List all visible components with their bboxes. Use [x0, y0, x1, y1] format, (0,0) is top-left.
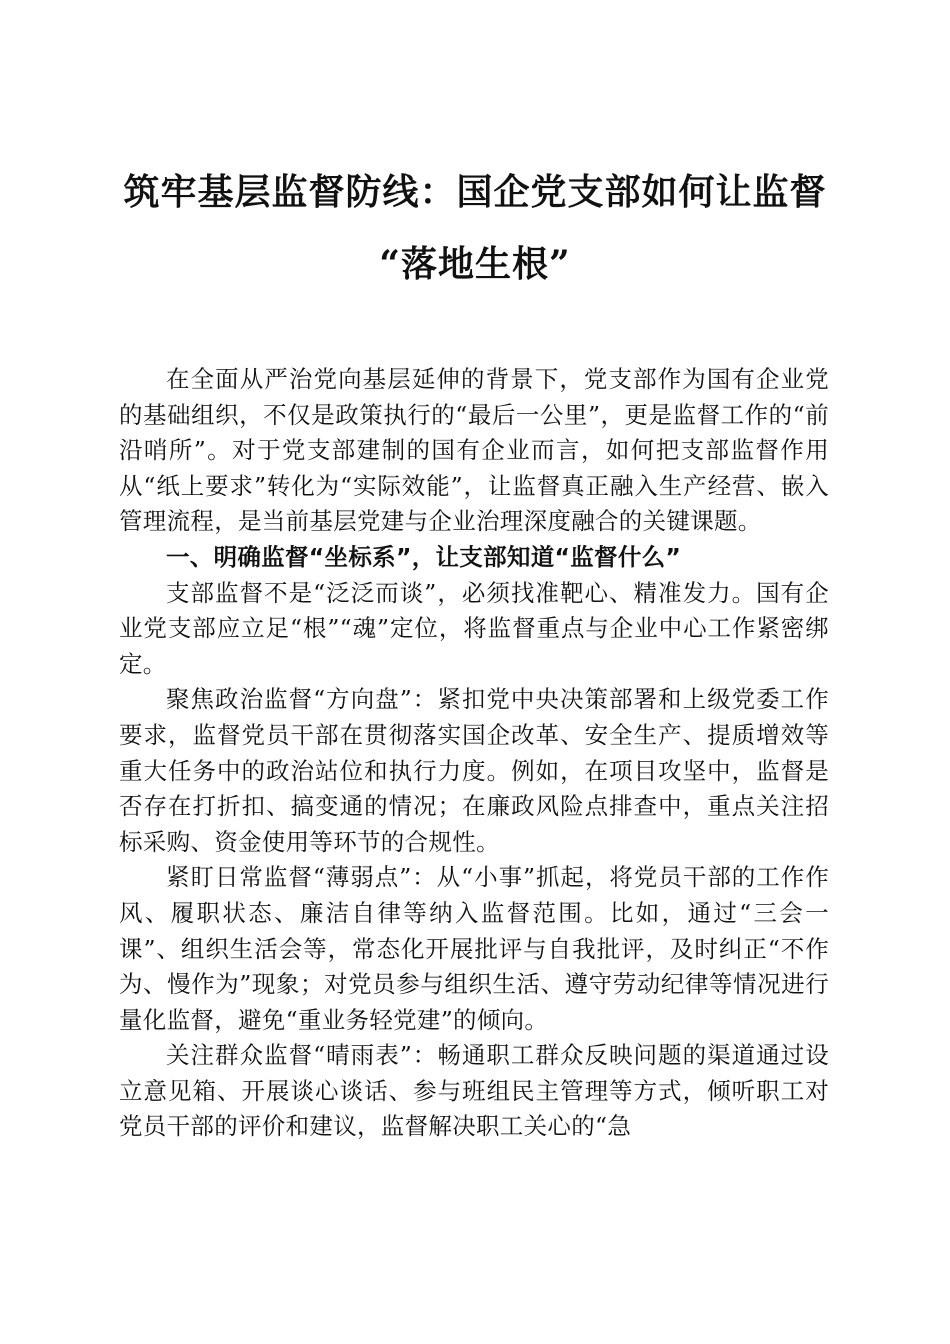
section-heading-1: 一、明确监督“坐标系”，让支部知道“监督什么” [166, 542, 682, 571]
intro-paragraph: 在全面从严治党向基层延伸的背景下，党支部作为国有企业党的基础组织，不仅是政策执行的“最后一公里”，更是监督工作的“前沿哨所”。对于党支部建制的国有企业而言，如何把支部监督作用从“纸上要求”转化为“实际效能”，让监督真正融入生产经营、嵌入管理流程，是当前基层党建与企业治理深度融合的关键课题。 [119, 365, 829, 536]
document-title-line-2: “落地生根” [379, 243, 571, 285]
document-title-line-1: 筑牢基层监督防线：国企党支部如何让监督 [123, 171, 827, 213]
body-paragraph: 关注群众监督“晴雨表”：畅通职工群众反映问题的渠道通过设立意见箱、开展谈心谈话、参与班组民主管理等方式，倾听职工对党员干部的评价和建议，监督解决职工关心的“急 [119, 1041, 829, 1141]
body-paragraph: 聚焦政治监督“方向盘”：紧扣党中央决策部署和上级党委工作要求，监督党员干部在贯彻落实国企改革、安全生产、提质增效等重大任务中的政治站位和执行力度。例如，在项目攻坚中，监督是否存在打折扣、搞变通的情况；在廉政风险点排查中，重点关注招标采购、资金使用等环节的合规性。 [119, 685, 829, 856]
document-body [119, 362, 829, 1145]
body-paragraph: 紧盯日常监督“薄弱点”：从“小事”抓起，将党员干部的工作作风、履职状态、廉洁自律等纳入监督范围。比如，通过“三会一课”、组织生活会等，常态化开展批评与自我批评，及时纠正“不作为、慢作为”现象；对党员参与组织生活、遵守劳动纪律等情况进行量化监督，避免“重业务轻党建”的倾向。 [119, 863, 829, 1034]
body-paragraph: 支部监督不是“泛泛而谈”，必须找准靶心、精准发力。国有企业党支部应立足“根”“魂”定位，将监督重点与企业中心工作紧密绑定。 [119, 578, 829, 678]
